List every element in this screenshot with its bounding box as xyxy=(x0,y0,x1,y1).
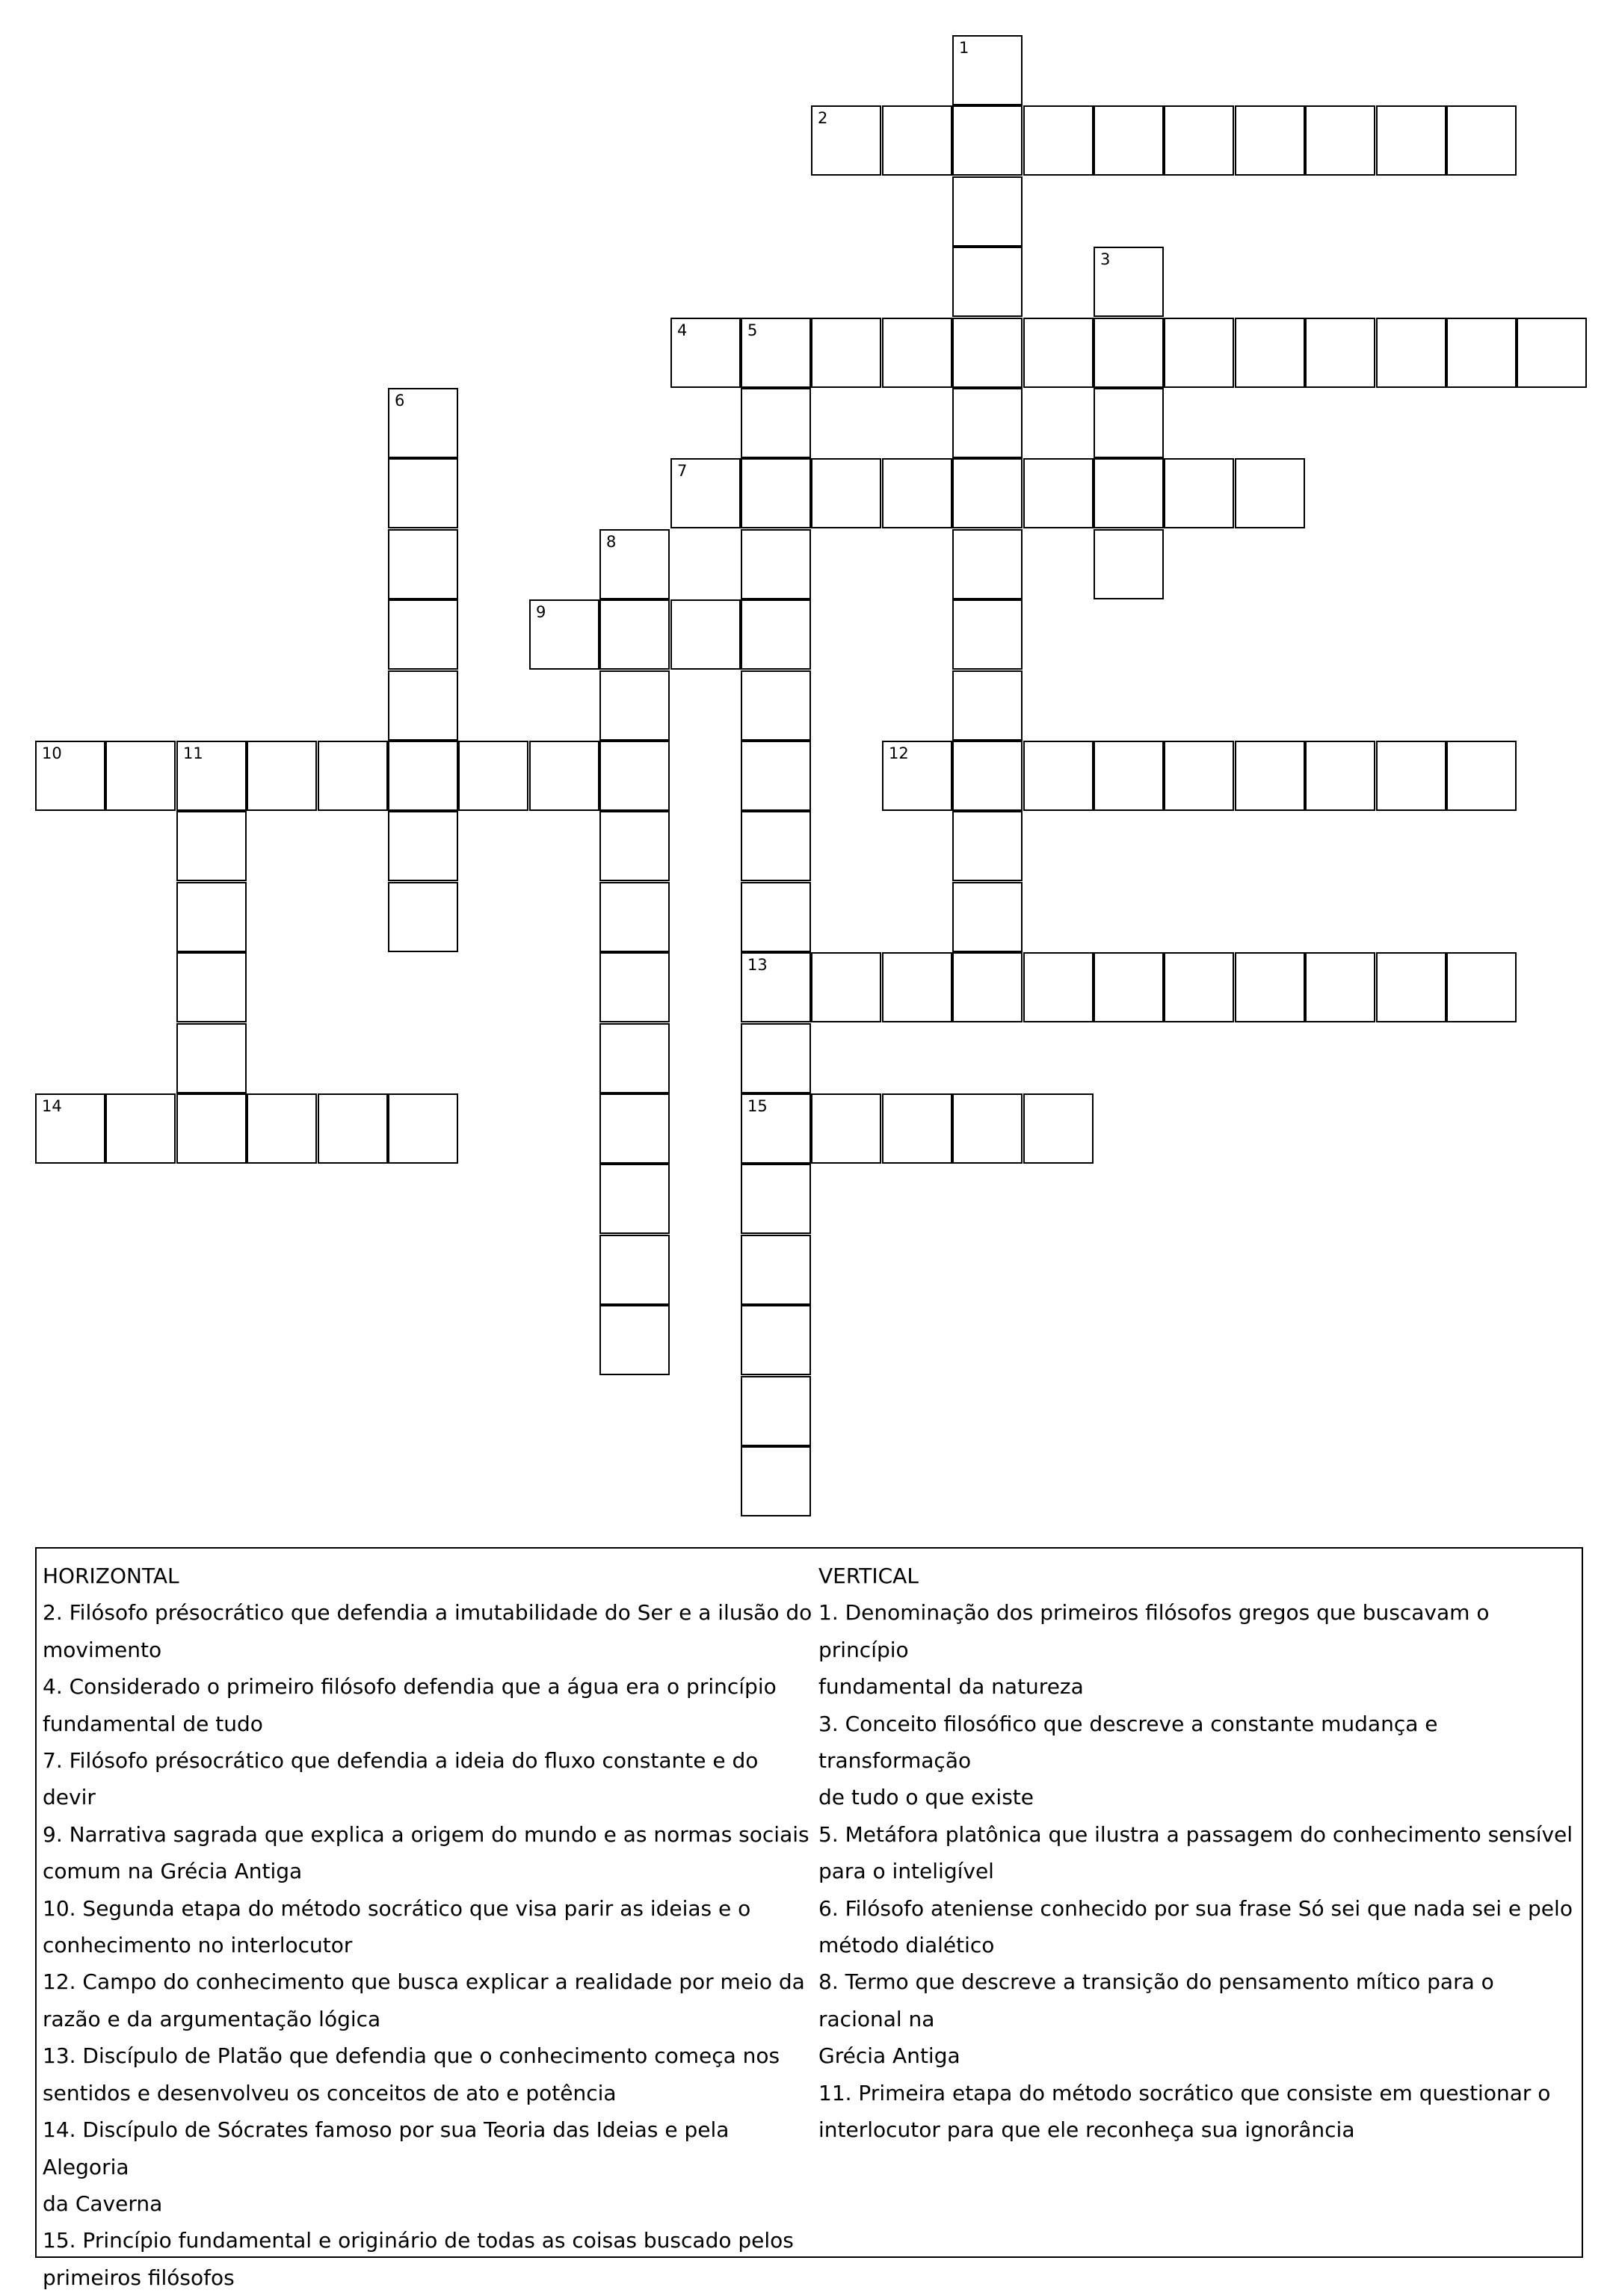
grid-cell[interactable] xyxy=(882,458,952,528)
across-clue-line: 4. Considerado o primeiro filósofo defendia que a água era o princípio xyxy=(43,1674,777,1700)
grid-cell[interactable] xyxy=(741,811,811,881)
grid-cell[interactable] xyxy=(247,1093,317,1164)
grid-cell[interactable] xyxy=(952,458,1023,528)
grid-cell[interactable] xyxy=(882,952,952,1022)
grid-cell[interactable] xyxy=(1023,458,1094,528)
grid-cell[interactable] xyxy=(882,741,952,811)
across-heading: HORIZONTAL xyxy=(43,1564,179,1588)
clue-number: 9 xyxy=(536,603,546,621)
grid-cell[interactable] xyxy=(1094,318,1164,388)
down-clues xyxy=(818,1558,1581,2149)
grid-cell[interactable] xyxy=(1164,105,1234,176)
grid-cell[interactable] xyxy=(811,105,881,176)
grid-cell[interactable] xyxy=(952,811,1023,881)
grid-cell[interactable] xyxy=(105,1093,176,1164)
grid-cell[interactable] xyxy=(1517,318,1587,388)
grid-cell[interactable] xyxy=(1446,105,1517,176)
clue-number: 5 xyxy=(747,321,758,339)
grid-cell[interactable] xyxy=(1446,318,1517,388)
grid-cell[interactable] xyxy=(741,599,811,670)
clue-number: 3 xyxy=(1100,250,1111,268)
grid-cell[interactable] xyxy=(599,670,670,741)
grid-cell[interactable] xyxy=(388,388,458,458)
grid-cell[interactable] xyxy=(1235,318,1305,388)
across-clue-line: comum na Grécia Antiga xyxy=(43,1859,303,1884)
grid-cell[interactable] xyxy=(176,1023,247,1093)
grid-cell[interactable] xyxy=(952,35,1023,105)
clue-number: 6 xyxy=(395,392,405,410)
grid-cell[interactable] xyxy=(599,882,670,952)
clue-number: 10 xyxy=(42,744,62,762)
grid-cell[interactable] xyxy=(811,318,881,388)
grid-cell[interactable] xyxy=(952,176,1023,247)
grid-cell[interactable] xyxy=(388,741,458,811)
grid-cell[interactable] xyxy=(176,882,247,952)
grid-cell[interactable] xyxy=(599,952,670,1022)
across-clue-line: 9. Narrativa sagrada que explica a origem do mundo e as normas sociais xyxy=(43,1821,809,1847)
grid-cell[interactable] xyxy=(599,811,670,881)
across-clue-line: fundamental de tudo xyxy=(43,1711,263,1736)
grid-cell[interactable] xyxy=(741,458,811,528)
grid-cell[interactable] xyxy=(176,952,247,1022)
grid-cell[interactable] xyxy=(741,1093,811,1164)
across-clue-line: 2. Filósofo présocrático que defendia a imutabilidade do Ser e a ilusão do xyxy=(43,1600,812,1626)
grid-cell[interactable] xyxy=(1023,318,1094,388)
down-clue-line: interlocutor para que ele reconheça sua ignorância xyxy=(818,2117,1355,2143)
grid-cell[interactable] xyxy=(882,105,952,176)
clue-number: 13 xyxy=(747,956,768,974)
grid-cell[interactable] xyxy=(952,1093,1023,1164)
grid-cell[interactable] xyxy=(741,1235,811,1305)
across-clue-line: 7. Filósofo présocrático que defendia a ideia do fluxo constante e do devir xyxy=(43,1748,759,1810)
grid-cell[interactable] xyxy=(741,1305,811,1375)
grid-cell[interactable] xyxy=(1305,105,1375,176)
grid-cell[interactable] xyxy=(599,529,670,599)
grid-cell[interactable] xyxy=(176,741,247,811)
grid-cell[interactable] xyxy=(1023,1093,1094,1164)
grid-cell[interactable] xyxy=(670,599,741,670)
grid-cell[interactable] xyxy=(599,741,670,811)
grid-cell[interactable] xyxy=(599,1023,670,1093)
grid-cell[interactable] xyxy=(1023,105,1094,176)
down-heading: VERTICAL xyxy=(818,1564,919,1588)
grid-cell[interactable] xyxy=(1376,741,1446,811)
grid-cell[interactable] xyxy=(670,458,741,528)
grid-cell[interactable] xyxy=(599,1093,670,1164)
across-clue-line: 15. Princípio fundamental e originário de todas as coisas buscado pelos xyxy=(43,2228,794,2253)
grid-cell[interactable] xyxy=(388,811,458,881)
grid-cell[interactable] xyxy=(741,529,811,599)
grid-cell[interactable] xyxy=(952,952,1023,1022)
grid-cell[interactable] xyxy=(952,882,1023,952)
grid-cell[interactable] xyxy=(599,599,670,670)
down-clue-line: fundamental da natureza xyxy=(818,1674,1084,1700)
grid-cell[interactable] xyxy=(1094,952,1164,1022)
down-clue-line: 6. Filósofo ateniense conhecido por sua frase Só sei que nada sei e pelo xyxy=(818,1895,1573,1921)
across-clue-line: 13. Discípulo de Platão que defendia que o conhecimento começa nos xyxy=(43,2043,780,2069)
grid-cell[interactable] xyxy=(1164,741,1234,811)
grid-cell[interactable] xyxy=(811,952,881,1022)
grid-cell[interactable] xyxy=(318,741,388,811)
grid-cell[interactable] xyxy=(952,388,1023,458)
grid-cell[interactable] xyxy=(599,1305,670,1375)
grid-cell[interactable] xyxy=(388,882,458,952)
across-clue-line: 14. Discípulo de Sócrates famoso por sua Teoria das Ideias e pela Alegoria xyxy=(43,2117,730,2179)
across-clues xyxy=(43,1558,812,2296)
grid-cell[interactable] xyxy=(741,1376,811,1446)
across-clue-line: movimento xyxy=(43,1637,162,1662)
grid-cell[interactable] xyxy=(741,1164,811,1234)
grid-cell[interactable] xyxy=(952,741,1023,811)
grid-cell[interactable] xyxy=(741,882,811,952)
grid-cell[interactable] xyxy=(741,388,811,458)
across-clue-line: conhecimento no interlocutor xyxy=(43,1933,353,1958)
grid-cell[interactable] xyxy=(35,1093,105,1164)
grid-cell[interactable] xyxy=(952,599,1023,670)
grid-cell[interactable] xyxy=(1235,741,1305,811)
grid-cell[interactable] xyxy=(1305,741,1375,811)
grid-cell[interactable] xyxy=(1094,529,1164,599)
down-clue-line: 8. Termo que descreve a transição do pensamento mítico para o racional na xyxy=(818,1969,1494,2031)
down-clue-line: de tudo o que existe xyxy=(818,1785,1034,1810)
grid-cell[interactable] xyxy=(952,247,1023,317)
grid-cell[interactable] xyxy=(318,1093,388,1164)
grid-cell[interactable] xyxy=(741,318,811,388)
down-clue-line: para o inteligível xyxy=(818,1859,994,1884)
grid-cell[interactable] xyxy=(105,741,176,811)
grid-cell[interactable] xyxy=(1094,741,1164,811)
grid-cell[interactable] xyxy=(811,458,881,528)
grid-cell[interactable] xyxy=(176,811,247,881)
grid-cell[interactable] xyxy=(952,105,1023,176)
grid-cell[interactable] xyxy=(388,599,458,670)
clue-number: 14 xyxy=(42,1097,62,1115)
clue-number: 2 xyxy=(818,109,828,127)
grid-cell[interactable] xyxy=(882,1093,952,1164)
down-clue-line: método dialético xyxy=(818,1933,995,1958)
grid-cell[interactable] xyxy=(176,1093,247,1164)
grid-cell[interactable] xyxy=(599,1164,670,1234)
grid-cell[interactable] xyxy=(1164,318,1234,388)
grid-cell[interactable] xyxy=(741,670,811,741)
grid-cell[interactable] xyxy=(1446,741,1517,811)
grid-cell[interactable] xyxy=(1094,388,1164,458)
grid-cell[interactable] xyxy=(35,741,105,811)
grid-cell[interactable] xyxy=(1023,952,1094,1022)
grid-cell[interactable] xyxy=(1094,458,1164,528)
grid-cell[interactable] xyxy=(247,741,317,811)
grid-cell[interactable] xyxy=(388,529,458,599)
grid-cell[interactable] xyxy=(388,1093,458,1164)
grid-cell[interactable] xyxy=(741,1446,811,1516)
down-clue-line: 5. Metáfora platônica que ilustra a passagem do conhecimento sensível xyxy=(818,1821,1573,1847)
down-clue-line: Grécia Antiga xyxy=(818,2043,960,2069)
down-clue-line: 11. Primeira etapa do método socrático que consiste em questionar o xyxy=(818,2080,1551,2105)
grid-cell[interactable] xyxy=(1376,952,1446,1022)
grid-cell[interactable] xyxy=(1446,952,1517,1022)
across-clue-line: razão e da argumentação lógica xyxy=(43,2006,381,2031)
clue-number: 15 xyxy=(747,1097,768,1115)
grid-cell[interactable] xyxy=(388,670,458,741)
grid-cell[interactable] xyxy=(1305,318,1375,388)
clues-box xyxy=(35,1547,1583,2290)
clue-number: 11 xyxy=(183,744,203,762)
grid-cell[interactable] xyxy=(1094,105,1164,176)
grid-cell[interactable] xyxy=(1376,318,1446,388)
grid-cell[interactable] xyxy=(529,599,599,670)
down-clue-line: 3. Conceito filosófico que descreve a constante mudança e transformação xyxy=(818,1711,1438,1774)
grid-cell[interactable] xyxy=(1023,741,1094,811)
grid-cell[interactable] xyxy=(388,458,458,528)
grid-cell[interactable] xyxy=(1235,458,1305,528)
grid-cell[interactable] xyxy=(952,529,1023,599)
across-clue-line: primeiros filósofos xyxy=(43,2265,235,2290)
grid-cell[interactable] xyxy=(952,670,1023,741)
across-clue-line: 10. Segunda etapa do método socrático que visa parir as ideias e o xyxy=(43,1895,751,1921)
grid-cell[interactable] xyxy=(1235,105,1305,176)
grid-cell[interactable] xyxy=(670,318,741,388)
grid-cell[interactable] xyxy=(1376,105,1446,176)
grid-cell[interactable] xyxy=(1305,952,1375,1022)
grid-cell[interactable] xyxy=(1164,458,1234,528)
grid-cell[interactable] xyxy=(952,318,1023,388)
across-clue-line: 12. Campo do conhecimento que busca explicar a realidade por meio da xyxy=(43,1969,805,1995)
grid-cell[interactable] xyxy=(599,1235,670,1305)
grid-cell[interactable] xyxy=(458,741,528,811)
grid-cell[interactable] xyxy=(882,318,952,388)
grid-cell[interactable] xyxy=(1164,952,1234,1022)
across-clue-line: da Caverna xyxy=(43,2191,163,2216)
clue-number: 12 xyxy=(889,744,909,762)
grid-cell[interactable] xyxy=(741,952,811,1022)
down-clue-line: 1. Denominação dos primeiros filósofos gregos que buscavam o princípio xyxy=(818,1600,1490,1662)
grid-cell[interactable] xyxy=(811,1093,881,1164)
grid-cell[interactable] xyxy=(529,741,599,811)
clue-number: 4 xyxy=(677,321,688,339)
grid-cell[interactable] xyxy=(1094,247,1164,317)
clue-number: 1 xyxy=(959,39,969,57)
grid-cell[interactable] xyxy=(741,741,811,811)
clue-number: 7 xyxy=(677,462,688,480)
across-clue-line: sentidos e desenvolveu os conceitos de ato e potência xyxy=(43,2080,617,2105)
clue-number: 8 xyxy=(606,533,617,551)
grid-cell[interactable] xyxy=(1235,952,1305,1022)
grid-cell[interactable] xyxy=(741,1023,811,1093)
